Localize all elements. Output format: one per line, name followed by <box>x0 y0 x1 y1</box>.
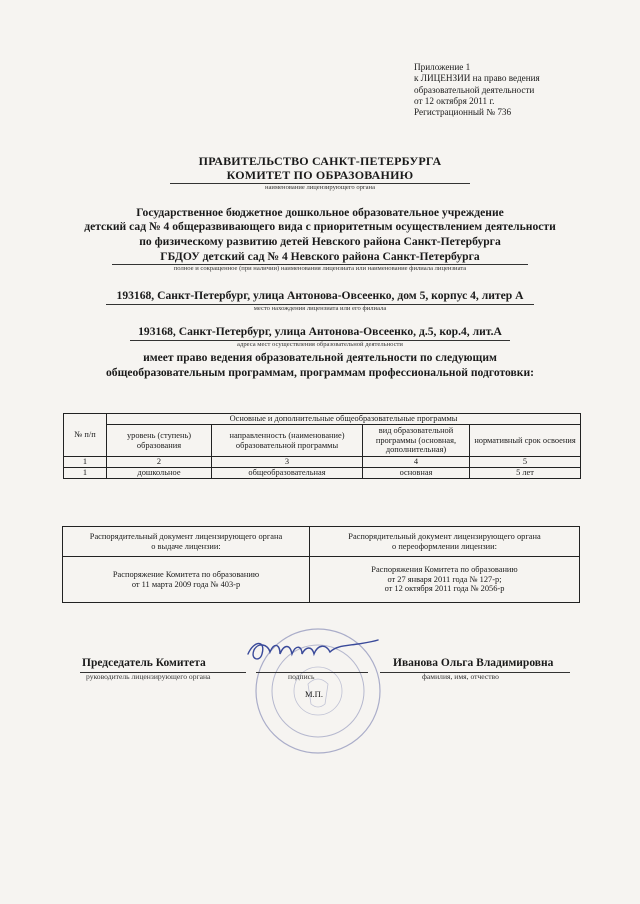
index-cell: 5 <box>470 457 581 468</box>
annex-line: Приложение 1 <box>414 62 471 72</box>
header-num: № п/п <box>64 414 107 457</box>
signatory-name: Иванова Ольга Владимировна <box>393 657 554 669</box>
header-type: вид образовательной программы (основная, дополнительная) <box>363 425 470 457</box>
index-cell: 4 <box>363 457 470 468</box>
header-programs-group: Основные и дополнительные общеобразовательные программы <box>107 414 581 425</box>
index-cell: 1 <box>64 457 107 468</box>
handwritten-signature <box>240 630 380 670</box>
issue-order-header-line: о выдаче лицензии: <box>151 541 221 551</box>
licensee-line: Государственное бюджетное дошкольное образовательное учреждение <box>136 206 504 219</box>
reissue-order-text: Распоряжения Комитета по образованию <box>371 565 518 575</box>
rights-line: имеет право ведения образовательной деятельности по следующим <box>143 351 497 364</box>
reissue-order-header-line: Распорядительный документ лицензирующего органа <box>348 531 541 541</box>
orders-table <box>62 526 580 603</box>
licensee-caption: полное и сокращенное (при наличии) наименования лицензиата или наименование филиала лицензиата <box>173 265 467 272</box>
reissue-order-text: от 27 января 2011 года № 127-р; <box>387 574 502 584</box>
reissue-order-header-line: о переоформлении лицензии: <box>392 541 497 551</box>
sign-caption: подпись <box>288 672 315 681</box>
chairman-title: Председатель Комитета <box>82 657 206 669</box>
name-caption: фамилия, имя, отчество <box>422 672 499 681</box>
header-term: нормативный срок освоения <box>470 425 581 457</box>
row-direction: общеобразовательная <box>212 468 363 479</box>
index-cell: 3 <box>212 457 363 468</box>
issue-order-body <box>63 557 310 603</box>
address-caption: место нахождения лицензиата или его филиала <box>253 305 387 312</box>
issue-order-text: Распоряжение Комитета по образованию <box>112 569 260 579</box>
seal-place-label: М.П. <box>305 689 323 699</box>
annex-line: от 12 октября 2011 г. <box>414 95 495 106</box>
row-type: основная <box>363 468 470 479</box>
annex-line: Регистрационный № 736 <box>414 107 512 118</box>
licensee-line: детский сад № 4 общеразвивающего вида с приоритетным осуществлением деятельности <box>84 220 556 233</box>
annex-line: к ЛИЦЕНЗИИ на право ведения <box>414 73 540 84</box>
reissue-order-header <box>310 527 580 557</box>
row-term: 5 лет <box>470 468 581 479</box>
activity-address: 193168, Санкт-Петербург, улица Антонова-Овсеенко, д.5, кор.4, лит.А <box>138 325 502 338</box>
row-level: дошкольное <box>107 468 212 479</box>
reissue-order-body <box>310 557 580 603</box>
issue-order-text: от 11 марта 2009 года № 403-р <box>131 579 241 589</box>
head-caption: руководитель лицензирующего органа <box>86 672 211 681</box>
issue-order-header-line: Распорядительный документ лицензирующего органа <box>89 531 283 541</box>
committee-caption: наименование лицензирующего органа <box>264 184 376 191</box>
row-num: 1 <box>64 468 107 479</box>
annex-line: образовательной деятельности <box>414 84 535 95</box>
rights-line: общеобразовательным программам, программам профессиональной подготовки: <box>105 366 535 379</box>
header-level: уровень (ступень) образования <box>107 425 212 457</box>
committee-title: КОМИТЕТ ПО ОБРАЗОВАНИЮ <box>226 168 414 182</box>
reissue-order-text: от 12 октября 2011 года № 2056-р <box>384 584 505 594</box>
activity-address-caption: адреса мест осуществления образовательной деятельности <box>237 341 403 348</box>
licensee-line: по физическому развитию детей Невского района Санкт-Петербурга <box>139 235 501 248</box>
annex-block <box>414 62 540 118</box>
licensee-address: 193168, Санкт-Петербург, улица Антонова-Овсеенко, дом 5, корпус 4, литер А <box>116 289 524 302</box>
licensee-short-name: ГБДОУ детский сад № 4 Невского района Санкт-Петербурга <box>160 250 480 263</box>
government-title: ПРАВИТЕЛЬСТВО САНКТ-ПЕТЕРБУРГА <box>198 154 442 168</box>
issue-order-header <box>63 527 310 557</box>
header-direction: направленность (наименование) образовательной программы <box>212 425 363 457</box>
table-row <box>64 468 581 479</box>
index-cell: 2 <box>107 457 212 468</box>
programs-table <box>63 413 581 479</box>
